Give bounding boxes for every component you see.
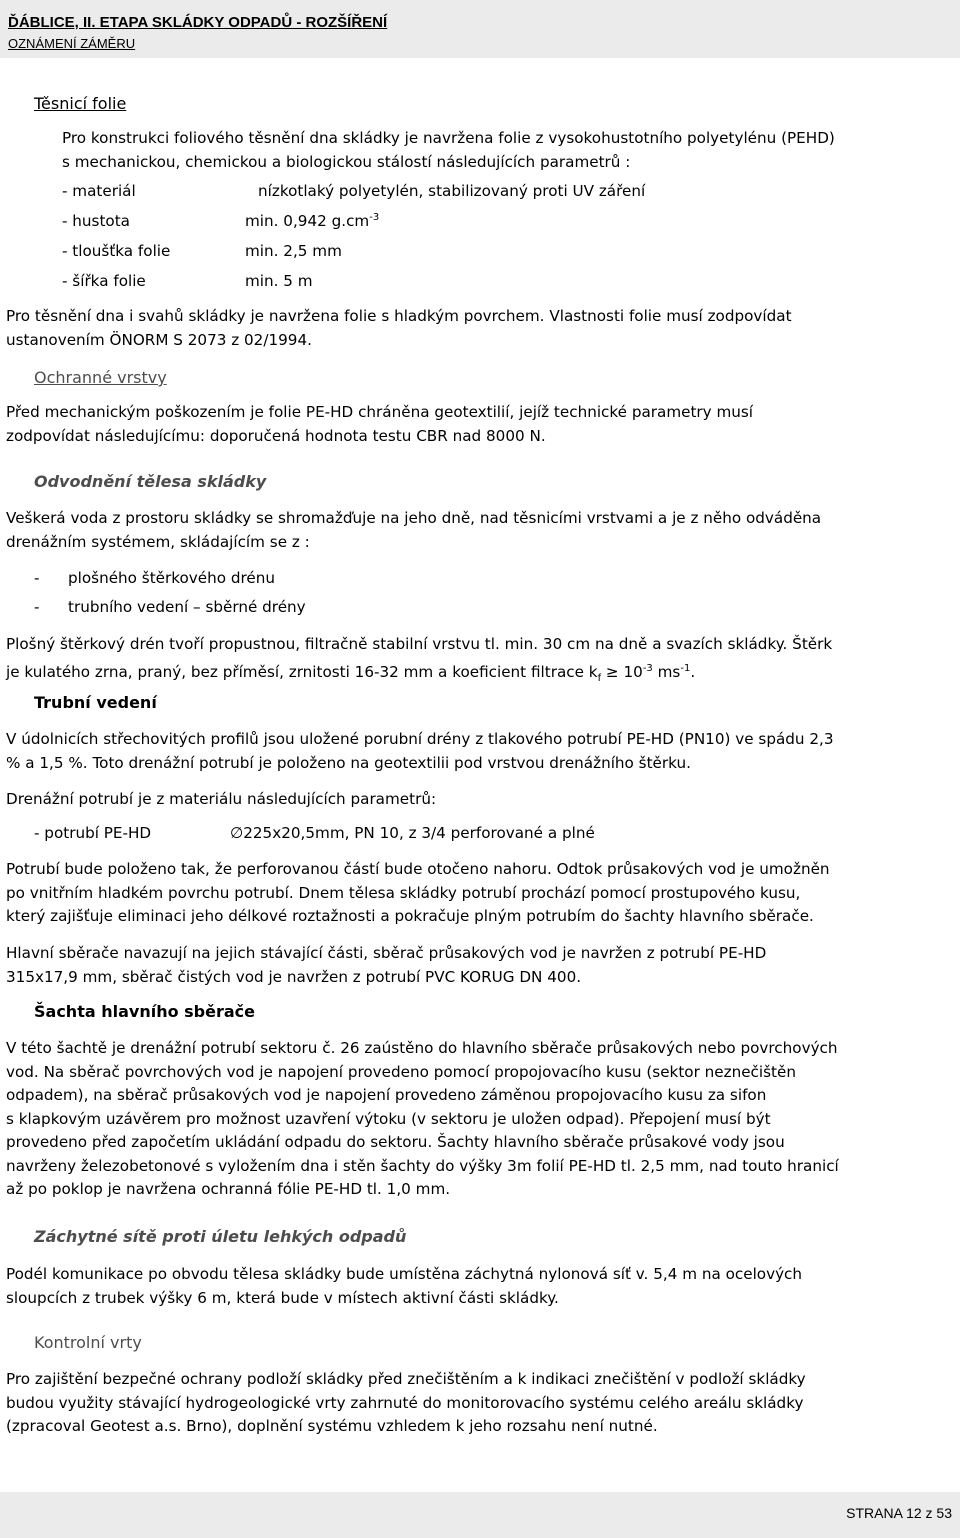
- section-heading-sachta: Šachta hlavního sběrače: [34, 1002, 255, 1021]
- section-heading-kontrolni-vrty: Kontrolní vrty: [34, 1333, 142, 1352]
- page-number: STRANA 12 z 53: [846, 1505, 952, 1521]
- list-dash: -: [34, 569, 40, 587]
- section-heading-ochranne-vrstvy: Ochranné vrstvy: [34, 368, 167, 387]
- pipe-label: - potrubí PE-HD: [34, 824, 152, 842]
- document-title: ĎÁBLICE, II. ETAPA SKLÁDKY ODPADŮ - ROZŠÍŘENÍ: [8, 14, 388, 31]
- list-item: trubního vedení – sběrné drény: [68, 598, 306, 616]
- paragraph-line: Pro konstrukci foliového těsnění dna skládky je navržena folie z vysokohustotního polyetylénu (PEHD): [62, 129, 835, 147]
- section-heading-zachytne-site: Záchytné sítě proti úletu lehkých odpadů: [34, 1227, 407, 1246]
- paragraph-trubni-2: Drenážní potrubí je z materiálu následujících parametrů:: [6, 790, 437, 808]
- pipe-value: ∅225x20,5mm, PN 10, z 3/4 perforované a plné: [230, 824, 595, 842]
- section-heading-trubni-vedeni: Trubní vedení: [34, 693, 157, 712]
- paragraph-trubni-3: Potrubí bude položeno tak, že perforovanou částí bude otočeno nahoru. Odtok průsakových vod je umožněn po vnitřním hladkém povrchu potrubí. Dnem tělesa skládky potrubí prochází pomocí prostupového kusu, který zajišťuje eliminaci jeho délkové roztažnosti a pokračuje plným potrubím do šachty hlavního sběrače.: [6, 860, 830, 925]
- param-label-sirka: - šířka folie: [62, 272, 146, 290]
- param-value-hustota: min. 0,942 $g.cm^{-3}$: [245, 212, 380, 231]
- paragraph-trubni-1: V údolnicích střechovitých profilů jsou uložené porubní drény z tlakového potrubí PE-HD (PN10) ve spádu 2,3 % a 1,5 %. Toto drenážní potrubí je položeno na geotextilii pod vrstvou drenážního štěrku.: [6, 730, 834, 772]
- section-heading-odvodneni: Odvodnění tělesa skládky: [34, 472, 267, 491]
- paragraph-odvodneni: Veškerá voda z prostoru skládky se shromažďuje na jeho dně, nad těsnicími vrstvami a je z něho odváděna drenážním systémem, skládajícím se z :: [6, 509, 822, 551]
- paragraph-line: s mechanickou, chemickou a biologickou stálostí následujících parametrů :: [62, 153, 631, 171]
- paragraph-zachytne: Podél komunikace po obvodu tělesa skládky bude umístěna záchytná nylonová síť v. 5,4 m na ocelových sloupcích z trubek výšky 6 m, která bude v místech aktivní části skládky.: [6, 1265, 803, 1307]
- param-label-material: - materiál: [62, 182, 136, 200]
- param-label-hustota: - hustota: [62, 212, 130, 230]
- list-dash: -: [34, 598, 40, 616]
- paragraph-kontrolni: Pro zajištění bezpečné ochrany podloží skládky před znečištěním a k indikaci znečištění v podloží skládky budou využity stávající hydrogeologické vrty zahrnuté do monitorovacího systému celého areálu skládky (zpracoval Geotest a.s. Brno), doplnění systému vzhledem k jeho rozsahu není nutné.: [6, 1370, 806, 1435]
- paragraph-tesneni: Pro těsnění dna i svahů skládky je navržena folie s hladkým povrchem. Vlastnosti folie musí zodpovídat ustanovením ÖNORM S 2073 z 02/1994.: [6, 307, 792, 349]
- param-value-sirka: min. 5 m: [245, 272, 313, 290]
- document-subtitle: OZNÁMENÍ ZÁMĚRU: [8, 36, 136, 51]
- param-value-material: nízkotlaký polyetylén, stabilizovaný proti UV záření: [258, 182, 646, 200]
- paragraph-drain: Plošný štěrkový drén tvoří propustnou, filtračně stabilní vrstvu tl. min. 30 cm na dně a svazích skládky. Štěrk je kulatého zrna, praný, bez příměsí, zrnitosti 16-32 mm a koeficient filtrace $k_f \ge 10^{-3}$ $ms^{-1}$.: [6, 635, 833, 684]
- param-value-tloustka: min. 2,5 mm: [245, 242, 342, 260]
- page-footer: [0, 1492, 960, 1538]
- param-label-tloustka: - tloušťka folie: [62, 242, 171, 260]
- section-heading-tesnici-folie: Těsnicí folie: [34, 94, 127, 113]
- list-item: plošného štěrkového drénu: [68, 569, 276, 587]
- paragraph-trubni-4: Hlavní sběrače navazují na jejich stávající části, sběrač průsakových vod je navržen z potrubí PE-HD 315x17,9 mm, sběrač čistých vod je navržen z potrubí PVC KORUG DN 400.: [6, 944, 767, 986]
- paragraph-sachta: V této šachtě je drenážní potrubí sektoru č. 26 zaústěno do hlavního sběrače průsakových nebo povrchových vod. Na sběrač povrchových vod je napojení provedeno pomocí propojovacího kusu (sektor neznečištěn odpadem), na sběrač průsakových vod je napojení provedeno záměnou propojovacího kusu za sifon s klapkovým uzávěrem pro možnost uzavření výtoku (v sektoru je uložen odpad). Přepojení musí být provedeno před započetím ukládání odpadu do sektoru. Šachty hlavního sběrače průsakové vody jsou navrženy železobetonové s vyložením dna i stěn šachty do výšky 3m folií PE-HD tl. 2,5 mm, nad touto hranicí až po poklop je navržena ochranná fólie PE-HD tl. 1,0 mm.: [6, 1039, 839, 1198]
- paragraph-ochranne: Před mechanickým poškozením je folie PE-HD chráněna geotextilií, jejíž technické parametry musí zodpovídat následujícímu: doporučená hodnota testu CBR nad 8000 N.: [6, 403, 754, 445]
